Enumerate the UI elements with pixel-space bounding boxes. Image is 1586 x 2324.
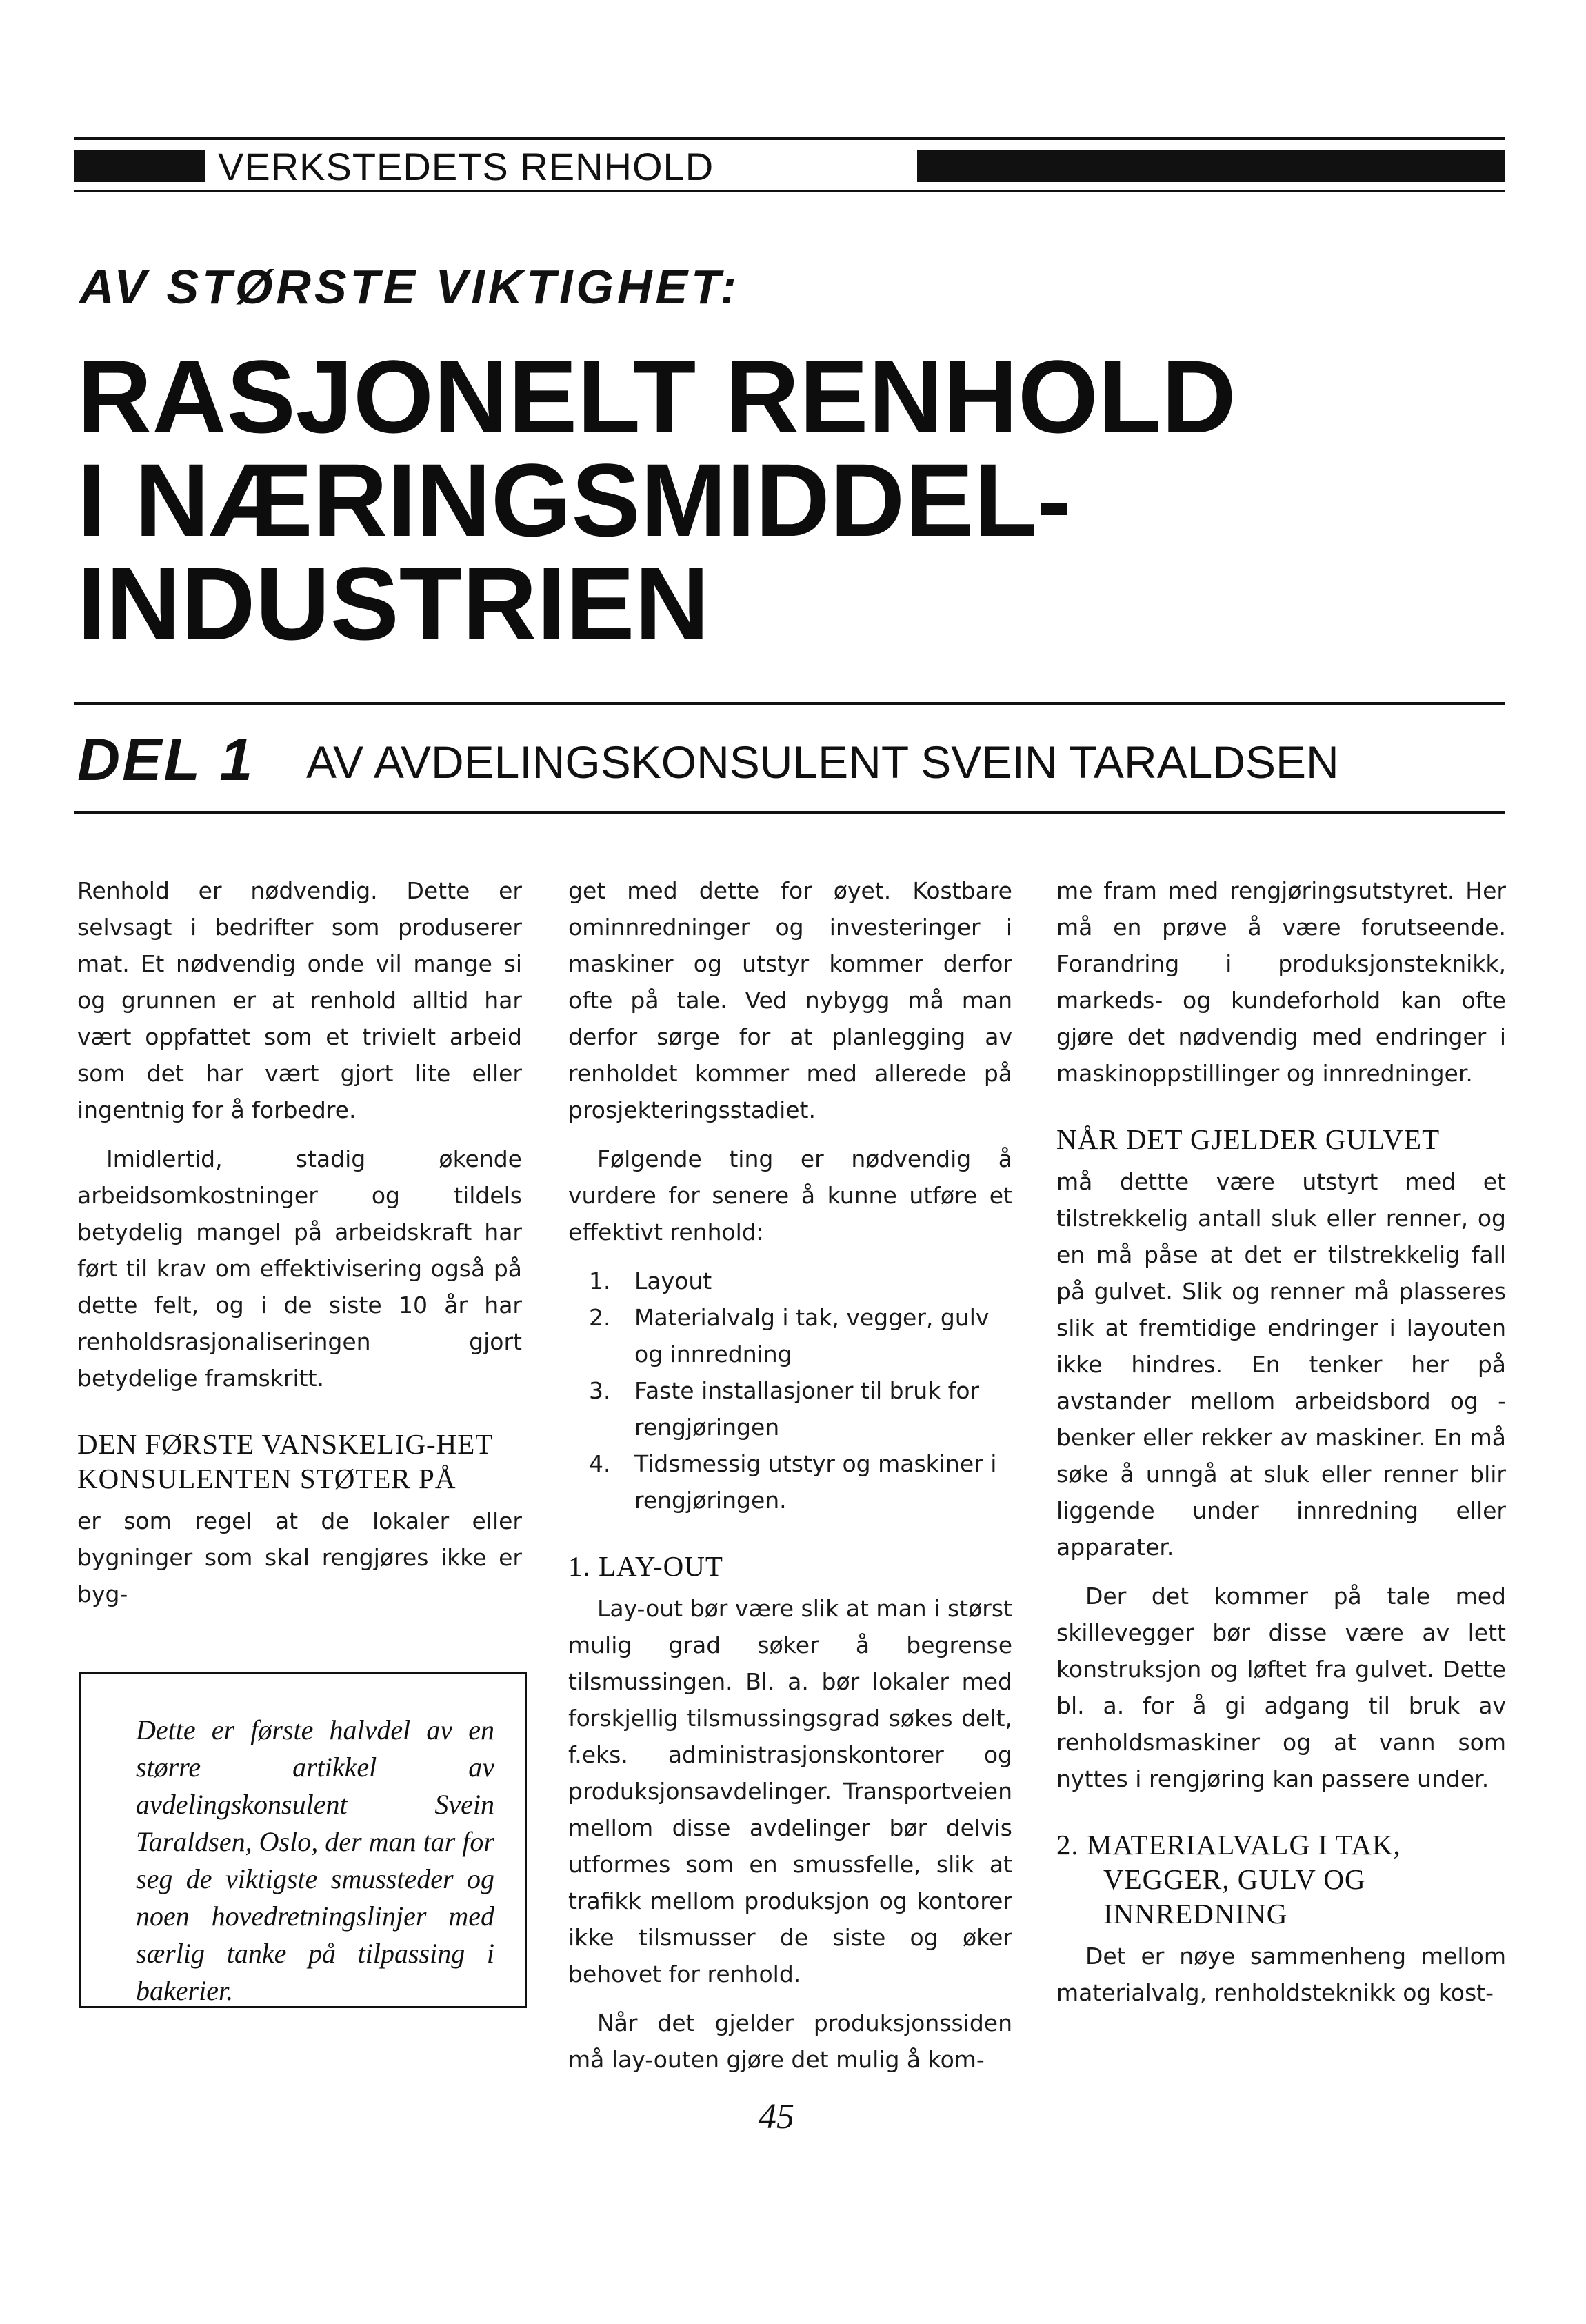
list-number: 1. bbox=[589, 1268, 611, 1294]
subheading: 1. LAY-OUT bbox=[568, 1550, 723, 1582]
paragraph: Følgende ting er nødvendig å vurdere for senere å kunne utføre et effektivt renhold: bbox=[568, 1145, 1012, 1245]
section-label: VERKSTEDETS RENHOLD bbox=[218, 145, 714, 188]
list-number: 3. bbox=[589, 1377, 611, 1404]
headline-line: INDUSTRIEN bbox=[77, 545, 710, 661]
paragraph: get med dette for øyet. Kostbare ominnredninger og investeringer i maskiner og utstyr kommer derfor ofte på tale. Ved nybygg må man derfor sørge for at planlegging av renholdet kommer med allerede på prosjekteringsstadiet. bbox=[568, 877, 1012, 1123]
list-text: Materialvalg i tak, vegger, gulv og innredning bbox=[634, 1304, 990, 1368]
part-label: DEL 1 bbox=[77, 727, 255, 793]
column-1 bbox=[77, 872, 522, 1625]
page-number: 45 bbox=[759, 2097, 794, 2136]
subheading: DEN FØRSTE VANSKELIG-HET KONSULENTEN STØTER PÅ bbox=[77, 1428, 493, 1494]
list-item bbox=[568, 1445, 1012, 1519]
subheading: NÅR DET GJELDER GULVET bbox=[1056, 1123, 1441, 1155]
paragraph: Renhold er nødvendig. Dette er selvsagt i bedrifter som produserer mat. Et nødvendig onde vil mange si og grunnen er at renhold alltid har vært oppfattet som et trivielt arbeid som det har vært gjort lite eller ingentnig for å forbedre. bbox=[77, 877, 522, 1123]
header-bar-left bbox=[74, 150, 205, 182]
section-header bbox=[74, 137, 1505, 192]
column-2 bbox=[568, 872, 1012, 2090]
list-item bbox=[568, 1263, 1012, 1299]
paragraph: Når det gjelder produksjonssiden må lay-outen gjøre det mulig å kom- bbox=[568, 2010, 1012, 2073]
list-text: Faste installasjoner til bruk for rengjøringen bbox=[634, 1377, 980, 1441]
byline-rule-top bbox=[74, 702, 1505, 705]
paragraph: Lay-out bør være slik at man i størst mulig grad søker å begrense tilsmussingen. Bl. a. bør lokaler med forskjellig tilsmussingsgrad søkes delt, f.eks. administrasjonskontorer og produksjonsavdelinger. Transportveien mellom disse avdelinger bør delvis utformes som en smussfelle, slik at trafikk mellom produksjon og kontorer ikke tilsmusser de siste og øker behovet for renhold. bbox=[568, 1595, 1012, 1987]
list-number: 2. bbox=[589, 1304, 611, 1331]
list-item bbox=[568, 1372, 1012, 1445]
byline-author: AV AVDELINGSKONSULENT SVEIN TARALDSEN bbox=[306, 737, 1339, 788]
paragraph: er som regel at de lokaler eller bygninger som skal rengjøres ikke er byg- bbox=[77, 1507, 522, 1607]
list-text: Layout bbox=[634, 1268, 712, 1294]
paragraph: må dettte være utstyrt med et tilstrekkelig antall sluk eller renner, og en må påse at det er tilstrekkelig fall på gulvet. Slik og renner må plasseres slik at fremtidige endringer i layouten ikke hindres. En tenker her på avstander mellom arbeidsbord og -benker eller rekker av maskiner. En må søke å unngå at sluk eller renner blir liggende under innredning eller apparater. bbox=[1056, 1168, 1506, 1561]
list-text: Tidsmessig utstyr og maskiner i rengjøringen. bbox=[634, 1450, 997, 1514]
header-rule-top bbox=[74, 137, 1505, 140]
callout-box bbox=[79, 1672, 527, 2008]
paragraph: Imidlertid, stadig økende arbeidsomkostninger og tildels betydelig mangel på arbeidskraft har ført til krav om effektivisering også på dette felt, og i de siste 10 år har renholdsrasjonaliseringen gjort betydelige framskritt. bbox=[77, 1145, 522, 1392]
column-3 bbox=[1056, 872, 1506, 2023]
list-item bbox=[568, 1299, 1012, 1372]
headline bbox=[77, 339, 1236, 661]
paragraph: Det er nøye sammenheng mellom materialvalg, renholdsteknikk og kost- bbox=[1056, 1943, 1506, 2006]
paragraph: Der det kommer på tale med skillevegger bør disse være av lett konstruksjon og løftet fra gulvet. Dette bl. a. for å gi adgang til bruk av renholdsmaskiner og at vann som nyttes i rengjøring kan passere under. bbox=[1056, 1583, 1506, 1792]
headline-line: RASJONELT RENHOLD bbox=[77, 339, 1236, 454]
callout-text: Dette er første halvdel av en større artikkel av avdelingskonsulent Svein Taraldsen, Oslo, der man tar for seg de viktigste smussteder og noen hovedretningslinjer med særlig tanke på tilpassing i bakerier. bbox=[136, 1714, 494, 2006]
header-bar-right bbox=[917, 150, 1505, 182]
subheading: 2. MATERIALVALG I TAK, VEGGER, GULV OG INNREDNING bbox=[1056, 1829, 1401, 1930]
numbered-list bbox=[568, 1263, 1012, 1519]
kicker: AV STØRSTE VIKTIGHET: bbox=[79, 260, 740, 314]
byline-rule-bottom bbox=[74, 811, 1505, 814]
headline-line: I NÆRINGSMIDDEL- bbox=[77, 442, 1072, 558]
list-number: 4. bbox=[589, 1450, 611, 1477]
paragraph: me fram med rengjøringsutstyret. Her må en prøve å være forutseende. Forandring i produksjonsteknikk, markeds- og kundeforhold kan ofte gjøre det nødvendig med endringer i maskinoppstillinger og innredninger. bbox=[1056, 877, 1506, 1087]
header-rule-bottom bbox=[74, 190, 1505, 192]
